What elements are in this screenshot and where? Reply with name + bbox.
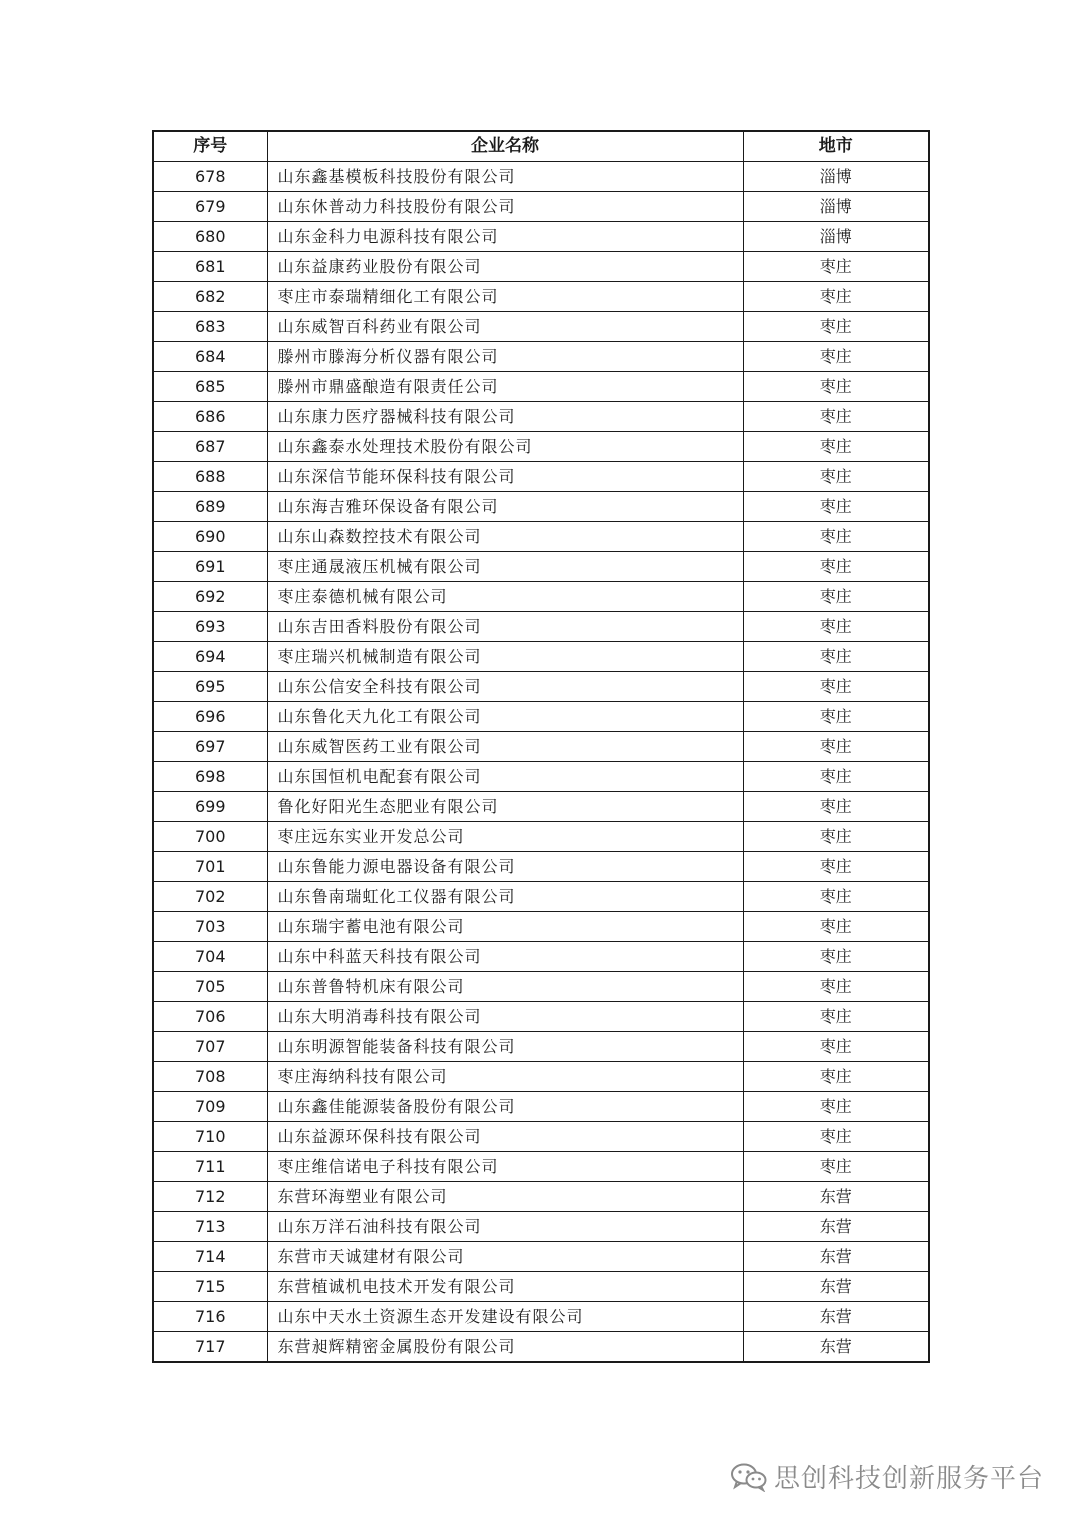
cell-name: 东营市天诚建材有限公司 — [267, 1242, 743, 1272]
cell-no: 685 — [153, 372, 267, 402]
cell-no: 692 — [153, 582, 267, 612]
cell-city: 枣庄 — [743, 882, 929, 912]
cell-no: 701 — [153, 852, 267, 882]
cell-name: 东营植诚机电技术开发有限公司 — [267, 1272, 743, 1302]
table-row — [153, 702, 929, 732]
cell-city: 枣庄 — [743, 732, 929, 762]
cell-city: 枣庄 — [743, 282, 929, 312]
table-row — [153, 1032, 929, 1062]
cell-city: 枣庄 — [743, 1062, 929, 1092]
cell-city: 枣庄 — [743, 822, 929, 852]
table-row — [153, 1122, 929, 1152]
cell-no: 690 — [153, 522, 267, 552]
cell-name: 山东国恒机电配套有限公司 — [267, 762, 743, 792]
cell-city: 东营 — [743, 1302, 929, 1332]
cell-name: 山东瑞宇蓄电池有限公司 — [267, 912, 743, 942]
cell-city: 枣庄 — [743, 432, 929, 462]
cell-no: 679 — [153, 192, 267, 222]
table-row — [153, 1212, 929, 1242]
cell-no: 712 — [153, 1182, 267, 1212]
cell-name: 山东鑫基模板科技股份有限公司 — [267, 162, 743, 192]
cell-city: 东营 — [743, 1242, 929, 1272]
cell-no: 710 — [153, 1122, 267, 1152]
table-row — [153, 252, 929, 282]
table-row — [153, 192, 929, 222]
cell-no: 713 — [153, 1212, 267, 1242]
cell-name: 东营昶辉精密金属股份有限公司 — [267, 1332, 743, 1363]
header-no: 序号 — [153, 131, 267, 162]
cell-name: 山东鲁南瑞虹化工仪器有限公司 — [267, 882, 743, 912]
cell-name: 山东山森数控技术有限公司 — [267, 522, 743, 552]
cell-name: 枣庄泰德机械有限公司 — [267, 582, 743, 612]
cell-no: 689 — [153, 492, 267, 522]
table-row — [153, 672, 929, 702]
cell-name: 枣庄市泰瑞精细化工有限公司 — [267, 282, 743, 312]
cell-name: 枣庄维信诺电子科技有限公司 — [267, 1152, 743, 1182]
table-row — [153, 732, 929, 762]
table-row — [153, 552, 929, 582]
table-header-row — [153, 131, 929, 162]
cell-no: 696 — [153, 702, 267, 732]
cell-name: 山东鲁化天九化工有限公司 — [267, 702, 743, 732]
table-row — [153, 372, 929, 402]
cell-city: 枣庄 — [743, 1032, 929, 1062]
cell-name: 山东威智百科药业有限公司 — [267, 312, 743, 342]
table-body — [153, 162, 929, 1363]
table-row — [153, 312, 929, 342]
cell-no: 693 — [153, 612, 267, 642]
cell-no: 702 — [153, 882, 267, 912]
cell-no: 691 — [153, 552, 267, 582]
cell-no: 717 — [153, 1332, 267, 1363]
cell-name: 枣庄瑞兴机械制造有限公司 — [267, 642, 743, 672]
table-row — [153, 462, 929, 492]
cell-no: 682 — [153, 282, 267, 312]
cell-city: 枣庄 — [743, 552, 929, 582]
cell-city: 枣庄 — [743, 612, 929, 642]
cell-city: 枣庄 — [743, 342, 929, 372]
cell-name: 山东金科力电源科技有限公司 — [267, 222, 743, 252]
cell-city: 东营 — [743, 1272, 929, 1302]
table-row — [153, 882, 929, 912]
cell-name: 山东中天水土资源生态开发建设有限公司 — [267, 1302, 743, 1332]
cell-city: 枣庄 — [743, 312, 929, 342]
table-row — [153, 222, 929, 252]
watermark — [730, 1458, 1044, 1495]
cell-name: 山东威智医药工业有限公司 — [267, 732, 743, 762]
cell-no: 688 — [153, 462, 267, 492]
cell-name: 山东大明消毒科技有限公司 — [267, 1002, 743, 1032]
cell-name: 滕州市鼎盛酿造有限责任公司 — [267, 372, 743, 402]
cell-no: 686 — [153, 402, 267, 432]
cell-name: 山东深信节能环保科技有限公司 — [267, 462, 743, 492]
cell-city: 枣庄 — [743, 1122, 929, 1152]
cell-city: 枣庄 — [743, 642, 929, 672]
table-row — [153, 792, 929, 822]
cell-city: 枣庄 — [743, 972, 929, 1002]
cell-name: 山东鲁能力源电器设备有限公司 — [267, 852, 743, 882]
cell-no: 698 — [153, 762, 267, 792]
cell-name: 滕州市滕海分析仪器有限公司 — [267, 342, 743, 372]
cell-name: 山东益源环保科技有限公司 — [267, 1122, 743, 1152]
cell-city: 枣庄 — [743, 252, 929, 282]
cell-no: 687 — [153, 432, 267, 462]
cell-name: 枣庄远东实业开发总公司 — [267, 822, 743, 852]
table-row — [153, 282, 929, 312]
table-row — [153, 1242, 929, 1272]
cell-no: 711 — [153, 1152, 267, 1182]
cell-no: 699 — [153, 792, 267, 822]
cell-name: 东营环海塑业有限公司 — [267, 1182, 743, 1212]
cell-no: 697 — [153, 732, 267, 762]
table-row — [153, 972, 929, 1002]
cell-name: 鲁化好阳光生态肥业有限公司 — [267, 792, 743, 822]
cell-city: 枣庄 — [743, 1092, 929, 1122]
cell-city: 枣庄 — [743, 672, 929, 702]
table-row — [153, 582, 929, 612]
table-row — [153, 492, 929, 522]
table-row — [153, 1332, 929, 1363]
cell-name: 枣庄海纳科技有限公司 — [267, 1062, 743, 1092]
table-row — [153, 1272, 929, 1302]
cell-city: 枣庄 — [743, 1002, 929, 1032]
cell-no: 715 — [153, 1272, 267, 1302]
cell-city: 枣庄 — [743, 462, 929, 492]
cell-name: 山东康力医疗器械科技有限公司 — [267, 402, 743, 432]
cell-name: 山东益康药业股份有限公司 — [267, 252, 743, 282]
header-city: 地市 — [743, 131, 929, 162]
table-row — [153, 912, 929, 942]
cell-city: 枣庄 — [743, 582, 929, 612]
table-row — [153, 612, 929, 642]
cell-no: 703 — [153, 912, 267, 942]
table-row — [153, 762, 929, 792]
cell-no: 694 — [153, 642, 267, 672]
cell-no: 681 — [153, 252, 267, 282]
cell-no: 705 — [153, 972, 267, 1002]
cell-no: 707 — [153, 1032, 267, 1062]
cell-no: 678 — [153, 162, 267, 192]
cell-city: 东营 — [743, 1212, 929, 1242]
cell-name: 山东中科蓝天科技有限公司 — [267, 942, 743, 972]
enterprise-table — [152, 130, 930, 1363]
cell-name: 山东鑫佳能源装备股份有限公司 — [267, 1092, 743, 1122]
cell-no: 709 — [153, 1092, 267, 1122]
cell-no: 700 — [153, 822, 267, 852]
cell-name: 山东吉田香料股份有限公司 — [267, 612, 743, 642]
table-row — [153, 342, 929, 372]
table-row — [153, 1092, 929, 1122]
cell-name: 山东明源智能装备科技有限公司 — [267, 1032, 743, 1062]
cell-city: 枣庄 — [743, 522, 929, 552]
cell-no: 704 — [153, 942, 267, 972]
cell-city: 枣庄 — [743, 912, 929, 942]
table-row — [153, 822, 929, 852]
cell-no: 683 — [153, 312, 267, 342]
wechat-icon — [730, 1462, 768, 1492]
cell-no: 695 — [153, 672, 267, 702]
cell-name: 山东普鲁特机床有限公司 — [267, 972, 743, 1002]
cell-city: 枣庄 — [743, 762, 929, 792]
cell-city: 枣庄 — [743, 492, 929, 522]
cell-city: 枣庄 — [743, 942, 929, 972]
cell-city: 枣庄 — [743, 702, 929, 732]
cell-no: 714 — [153, 1242, 267, 1272]
table-row — [153, 432, 929, 462]
cell-city: 枣庄 — [743, 402, 929, 432]
cell-name: 山东鑫泰水处理技术股份有限公司 — [267, 432, 743, 462]
table-row — [153, 1182, 929, 1212]
cell-city: 淄博 — [743, 162, 929, 192]
header-name: 企业名称 — [267, 131, 743, 162]
watermark-text: 思创科技创新服务平台 — [773, 1464, 1044, 1494]
table-row — [153, 1302, 929, 1332]
cell-no: 716 — [153, 1302, 267, 1332]
cell-city: 枣庄 — [743, 372, 929, 402]
cell-name: 枣庄通晟液压机械有限公司 — [267, 552, 743, 582]
table-row — [153, 642, 929, 672]
cell-no: 708 — [153, 1062, 267, 1092]
cell-city: 枣庄 — [743, 852, 929, 882]
table-row — [153, 1002, 929, 1032]
table-row — [153, 1062, 929, 1092]
cell-city: 枣庄 — [743, 1152, 929, 1182]
cell-city: 枣庄 — [743, 792, 929, 822]
cell-name: 山东海吉雅环保设备有限公司 — [267, 492, 743, 522]
cell-name: 山东万洋石油科技有限公司 — [267, 1212, 743, 1242]
cell-city: 东营 — [743, 1182, 929, 1212]
table-row — [153, 852, 929, 882]
table-row — [153, 402, 929, 432]
cell-no: 684 — [153, 342, 267, 372]
cell-city: 淄博 — [743, 192, 929, 222]
cell-name: 山东公信安全科技有限公司 — [267, 672, 743, 702]
table-row — [153, 162, 929, 192]
cell-name: 山东休普动力科技股份有限公司 — [267, 192, 743, 222]
cell-no: 680 — [153, 222, 267, 252]
cell-no: 706 — [153, 1002, 267, 1032]
cell-city: 淄博 — [743, 222, 929, 252]
table-row — [153, 942, 929, 972]
table-row — [153, 522, 929, 552]
cell-city: 东营 — [743, 1332, 929, 1363]
table-row — [153, 1152, 929, 1182]
